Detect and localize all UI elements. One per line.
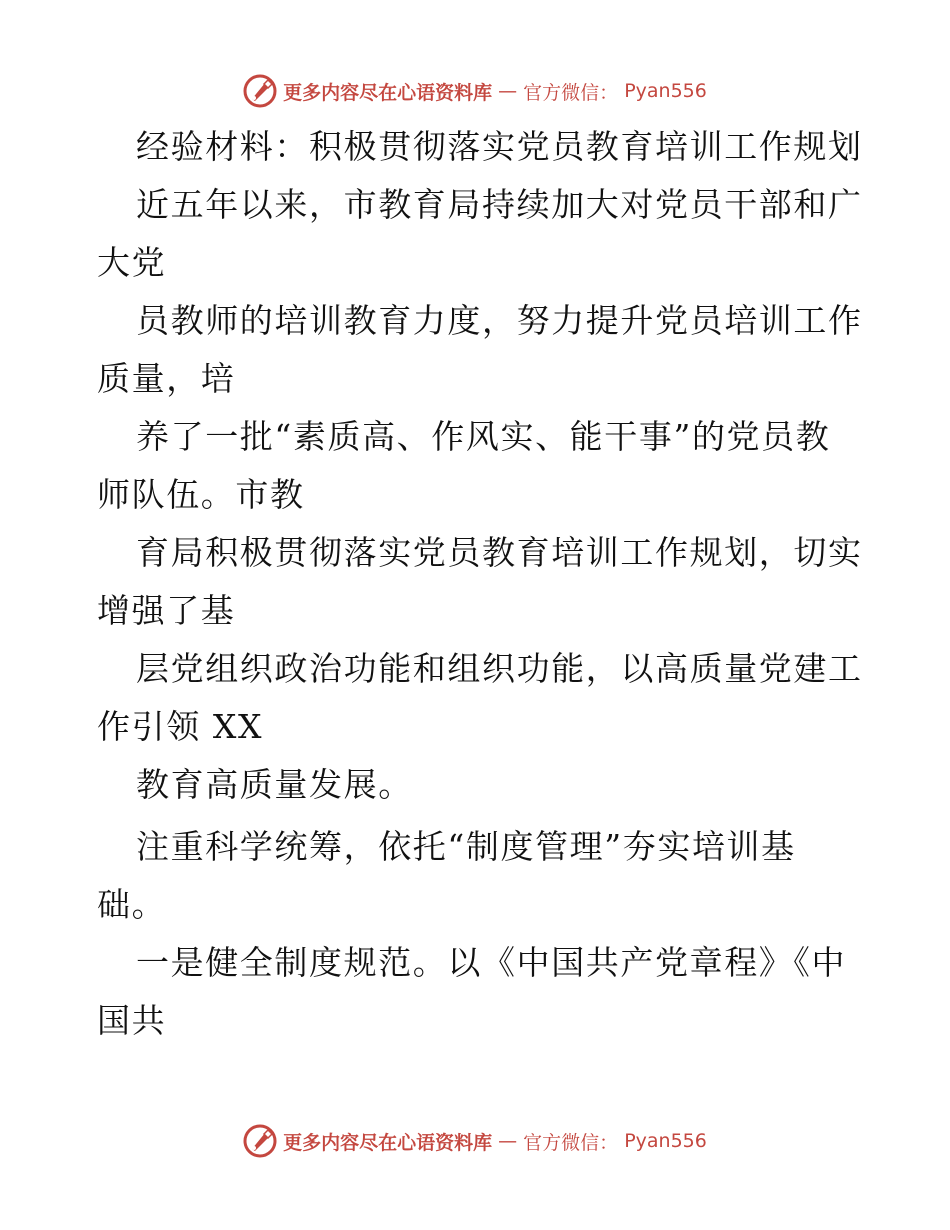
paragraph-line: 一是健全制度规范。以《中国共产党章程》《中 xyxy=(136,943,847,982)
paragraph-line: 师队伍。市教 xyxy=(97,475,305,514)
paragraph-line: 育局积极贯彻落实党员教育培训工作规划，切实 xyxy=(136,533,863,572)
footer-brand-text: 更多内容尽在心语资料库 xyxy=(283,1131,493,1154)
section-heading-line: 础。 xyxy=(97,885,167,924)
footer-banner xyxy=(0,1121,950,1161)
header-wechat-id: Pyan556 xyxy=(624,80,707,102)
paragraph-line: 层党组织政治功能和组织功能，以高质量党建工 xyxy=(136,649,863,688)
footer-wechat-id: Pyan556 xyxy=(624,1130,707,1152)
footer-dash: — xyxy=(498,1130,518,1152)
header-brand-text: 更多内容尽在心语资料库 xyxy=(283,81,493,104)
footer-official-label: 官方微信： xyxy=(523,1131,619,1154)
section-heading-line: 注重科学统筹，依托“制度管理”夯实培训基 xyxy=(136,827,796,866)
paragraph-line: 教育高质量发展。 xyxy=(136,765,413,804)
paragraph-line: 养了一批“素质高、作风实、能干事”的党员教 xyxy=(136,417,831,456)
pen-nib-logo-icon xyxy=(243,1124,277,1158)
pen-nib-logo-icon xyxy=(243,74,277,108)
paragraph-line: 增强了基 xyxy=(97,591,236,630)
header-banner xyxy=(0,71,950,111)
paragraph-line: 大党 xyxy=(97,243,167,282)
paragraph-line: 质量，培 xyxy=(97,359,236,398)
doc-title: 经验材料：积极贯彻落实党员教育培训工作规划 xyxy=(136,127,863,166)
paragraph-line: 员教师的培训教育力度，努力提升党员培训工作 xyxy=(136,301,863,340)
paragraph-line: 国共 xyxy=(97,1001,167,1040)
header-dash: — xyxy=(498,80,518,102)
paragraph-line: 近五年以来，市教育局持续加大对党员干部和广 xyxy=(136,185,863,224)
header-official-label: 官方微信： xyxy=(523,81,619,104)
paragraph-line: 作引领 XX xyxy=(97,707,264,746)
